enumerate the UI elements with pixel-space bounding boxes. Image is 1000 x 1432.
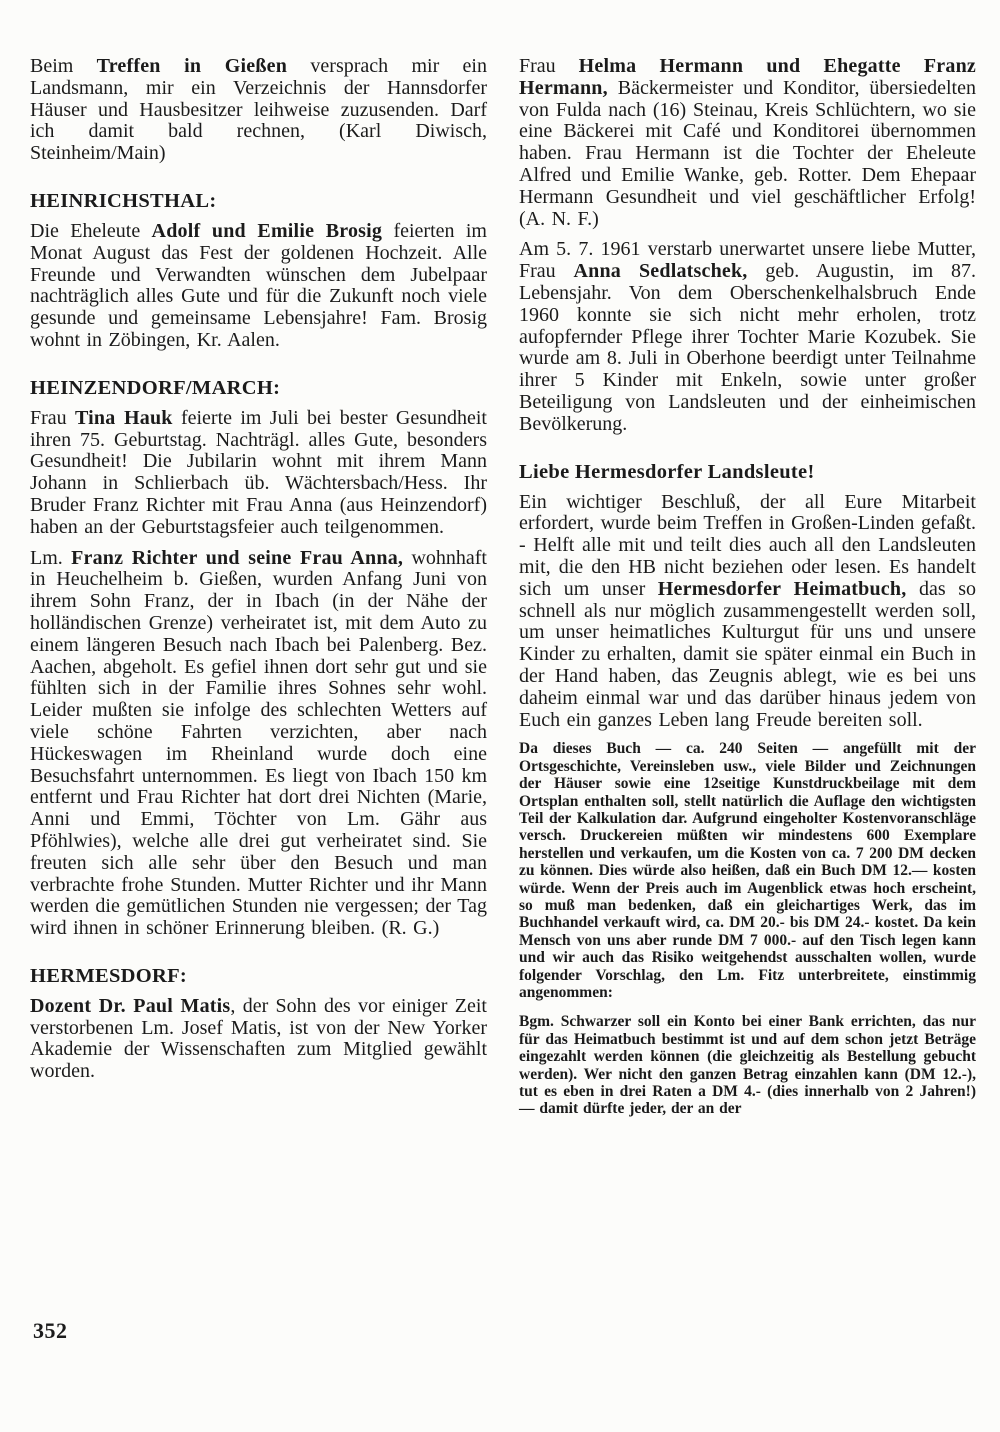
bold-name-run: Helma Hermann und Ehegatte Franz Hermann,	[519, 55, 976, 99]
text-run: Da dieses Buch — ca. 240 Seiten — angefüllt mit der Ortsgeschichte, Vereinsleben usw., viele Bilder und Zeichnungen der Häuser sowie eine 12seitige Kunstdruckbeilage mit dem Ortsplan enthalten soll, stellt natürlich die Auflage den wichtigsten Teil der Kalkulation dar. Aufgrund eingeholter Kostenvoranschläge versch. Druckereien müßten wir mindestens 600 Exemplare herstellen und verkaufen, um die Kosten von ca. 7 200 DM decken zu können. Dies würde also heißen, daß ein Buch DM 12.— kosten würde. Wenn der Preis auch im Augenblick etwas hoch erscheint, so muß man bedenken, daß ein gleichartiges Werk, das im Buchhandel verkauft wird, ca. DM 20.- bis DM 24.- kostet. Da kein Mensch von uns aber runde DM 7 000.- auf den Tisch legen kann und wir auch das Risiko weitgehendst ausschalten wollen, wurde folgender Vorschlag, den Lm. Fitz unterbreitete, einstimmig angenommen:	[519, 740, 976, 1001]
text-run: Die Eheleute	[30, 219, 152, 242]
bold-name-run: Adolf und Emilie Brosig	[151, 219, 383, 242]
paragraph-small-print	[519, 1013, 976, 1117]
text-run: Am 5. 7. 1961 verstarb unerwartet unsere liebe Mutter, Frau	[519, 238, 976, 283]
paragraph	[30, 548, 487, 940]
left-column	[30, 56, 487, 1126]
text-run: , der Sohn des vor einiger Zeit verstorbenen Lm. Josef Matis, ist von der New Yorker Akademie der Wissenschaften zum Mitglied gewählt worden.	[30, 994, 487, 1083]
section-heading: HEINRICHSTHAL:	[30, 189, 217, 212]
bold-name-run: Hermesdorfer Heimatbuch,	[657, 577, 907, 600]
text-run: Ein wichtiger Beschluß, der all Eure Mitarbeit erfordert, wurde beim Treffen in Großen-Linden gefaßt. - Helft alle mit und teilt dies auch all den Landsleuten mit, die den HB nicht beziehen oder lesen. Es handelt sich um unser	[519, 490, 976, 600]
text-run: feierten im Monat August das Fest der goldenen Hochzeit. Alle Freunde und Verwandten wünschen dem Jubelpaar nachträglich alles Gute und für die Zukunft noch viele gesunde und gemeinsame Lebensjahre! Fam. Brosig wohnt in Zöbingen, Kr. Aalen.	[30, 219, 487, 351]
paragraph	[30, 56, 487, 165]
paragraph	[519, 239, 976, 435]
text-run: Bgm. Schwarzer soll ein Konto bei einer Bank errichten, das nur für das Heimatbuch bestimmt ist und auf dem schon jetzt Beträge eingezahlt werden können (die gleichzeitig als Bestellung gebucht werden). Wer nicht den ganzen Betrag einzahlen kann (DM 12.-), tut es eben in drei Raten a DM 4.- (dies innerhalb von 2 Jahren!) — damit dürfte jeder, der an der	[519, 1013, 976, 1118]
text-run: wohnhaft in Heuchelheim b. Gießen, wurden Anfang Juni von ihrem Sohn Franz, der in Ibach (in der Nähe der holländischen Grenze) verheiratet ist, mit dem Auto zu einem längeren Besuch nach Ibach bei Palenberg. Bez. Aachen, abgeholt. Es gefiel ihnen dort sehr gut und sie fühlten sich in der Familie ihres Sohnes sehr wohl. Leider mußten sie infolge des schlechten Wetters auf viele schöne Fahrten verzichten, aber nach Hückeswagen im Rheinland wurde doch eine Besuchsfahrt unternommen. Es liegt von Ibach 150 km entfernt und Frau Richter hat dort drei Nichten (Marie, Anni und Emmi, Töchter von Lm. Gähr aus Pföhlwies), welche alle drei gut verheiratet sind. Sie freuten sich alle sehr über den Besuch und man verbrachte frohe Stunden. Mutter Richter und ihr Mann werden die gemütlichen Stunden nie vergessen; der Tag wird ihnen in schöner Erinnerung bleiben. (R. G.)	[30, 546, 487, 940]
page-number: 352	[33, 1318, 68, 1343]
paragraph	[30, 408, 487, 539]
text-run: das so schnell als nur möglich zusammengestellt werden soll, um unser heimatliches Kulturgut für uns und unsere Kinder zu erhalten, damit sie später einmal ein Buch in der Hand haben, das Zeugnis ablegt, wie es bei uns daheim einmal war und das darüber hinaus jedem von Euch ein ganzes Leben lang Freude bereiten soll.	[519, 577, 976, 731]
text-run: versprach mir ein Landsmann, mir ein Verzeichnis der Hannsdorfer Häuser und Hausbesitzer leihweise zuzusenden. Darf ich damit bald rechnen, (Karl Diwisch, Steinheim/Main)	[30, 55, 487, 165]
paragraph	[519, 56, 976, 230]
text-run: Beim	[30, 55, 97, 77]
bold-name-run: Tina Hauk	[75, 406, 173, 429]
text-run: Frau	[30, 406, 75, 429]
paragraph	[30, 221, 487, 352]
bold-name-run: Treffen in Gießen	[96, 55, 288, 77]
paragraph	[519, 492, 976, 732]
text-run: feierte im Juli bei bester Gesundheit ihren 75. Geburtstag. Nachträgl. alles Gute, besonders Gesundheit! Die Jubilarin wohnt mit ihrem Mann Johann in Schlierbach üb. Wächtersbach/Hess. Ihr Bruder Franz Richter mit Frau Anna (aus Heinzendorf) haben an der Geburtstagsfeier auch teilgenommen.	[30, 406, 487, 538]
text-run: geb. Augustin, im 87. Lebensjahr. Von dem Oberschenkelhalsbruch Ende 1960 konnte sie sich nicht mehr erholen, trotz aufopfernder Pflege ihrer Tochter Marie Kozubek. Sie wurde am 8. Juli in Oberhone beerdigt unter Teilnahme ihrer 5 Kinder mit Enkeln, sowie unter großer Beteiligung von Landsleuten und der einheimischen Bevölkerung.	[519, 260, 976, 435]
text-run: Lm.	[30, 546, 72, 569]
text-run: Bäckermeister und Konditor, übersiedelten von Fulda nach (16) Steinau, Kreis Schlüchtern, wo sie eine Bäckerei mit Café und Konditorei übernommen haben. Frau Hermann ist die Tochter der Eheleute Alfred und Emilie Wanke, geb. Rotter. Dem Ehepaar Hermann Gesundheit und viel geschäftlicher Erfolg! (A. N. F.)	[519, 76, 976, 230]
text-run: Frau	[519, 55, 579, 77]
bold-name-run: Anna Sedlatschek,	[573, 260, 748, 283]
section-heading: HEINZENDORF/MARCH:	[30, 376, 281, 399]
bold-name-run: Franz Richter und seine Frau Anna,	[71, 546, 404, 569]
paragraph-small-print	[519, 740, 976, 1001]
right-column	[519, 56, 976, 1126]
bold-name-run: Dozent Dr. Paul Matis	[30, 994, 231, 1017]
section-heading: Liebe Hermesdorfer Landsleute!	[519, 460, 815, 483]
section-heading: HERMESDORF:	[30, 964, 188, 987]
text-columns	[30, 56, 976, 1126]
paragraph	[30, 996, 487, 1083]
